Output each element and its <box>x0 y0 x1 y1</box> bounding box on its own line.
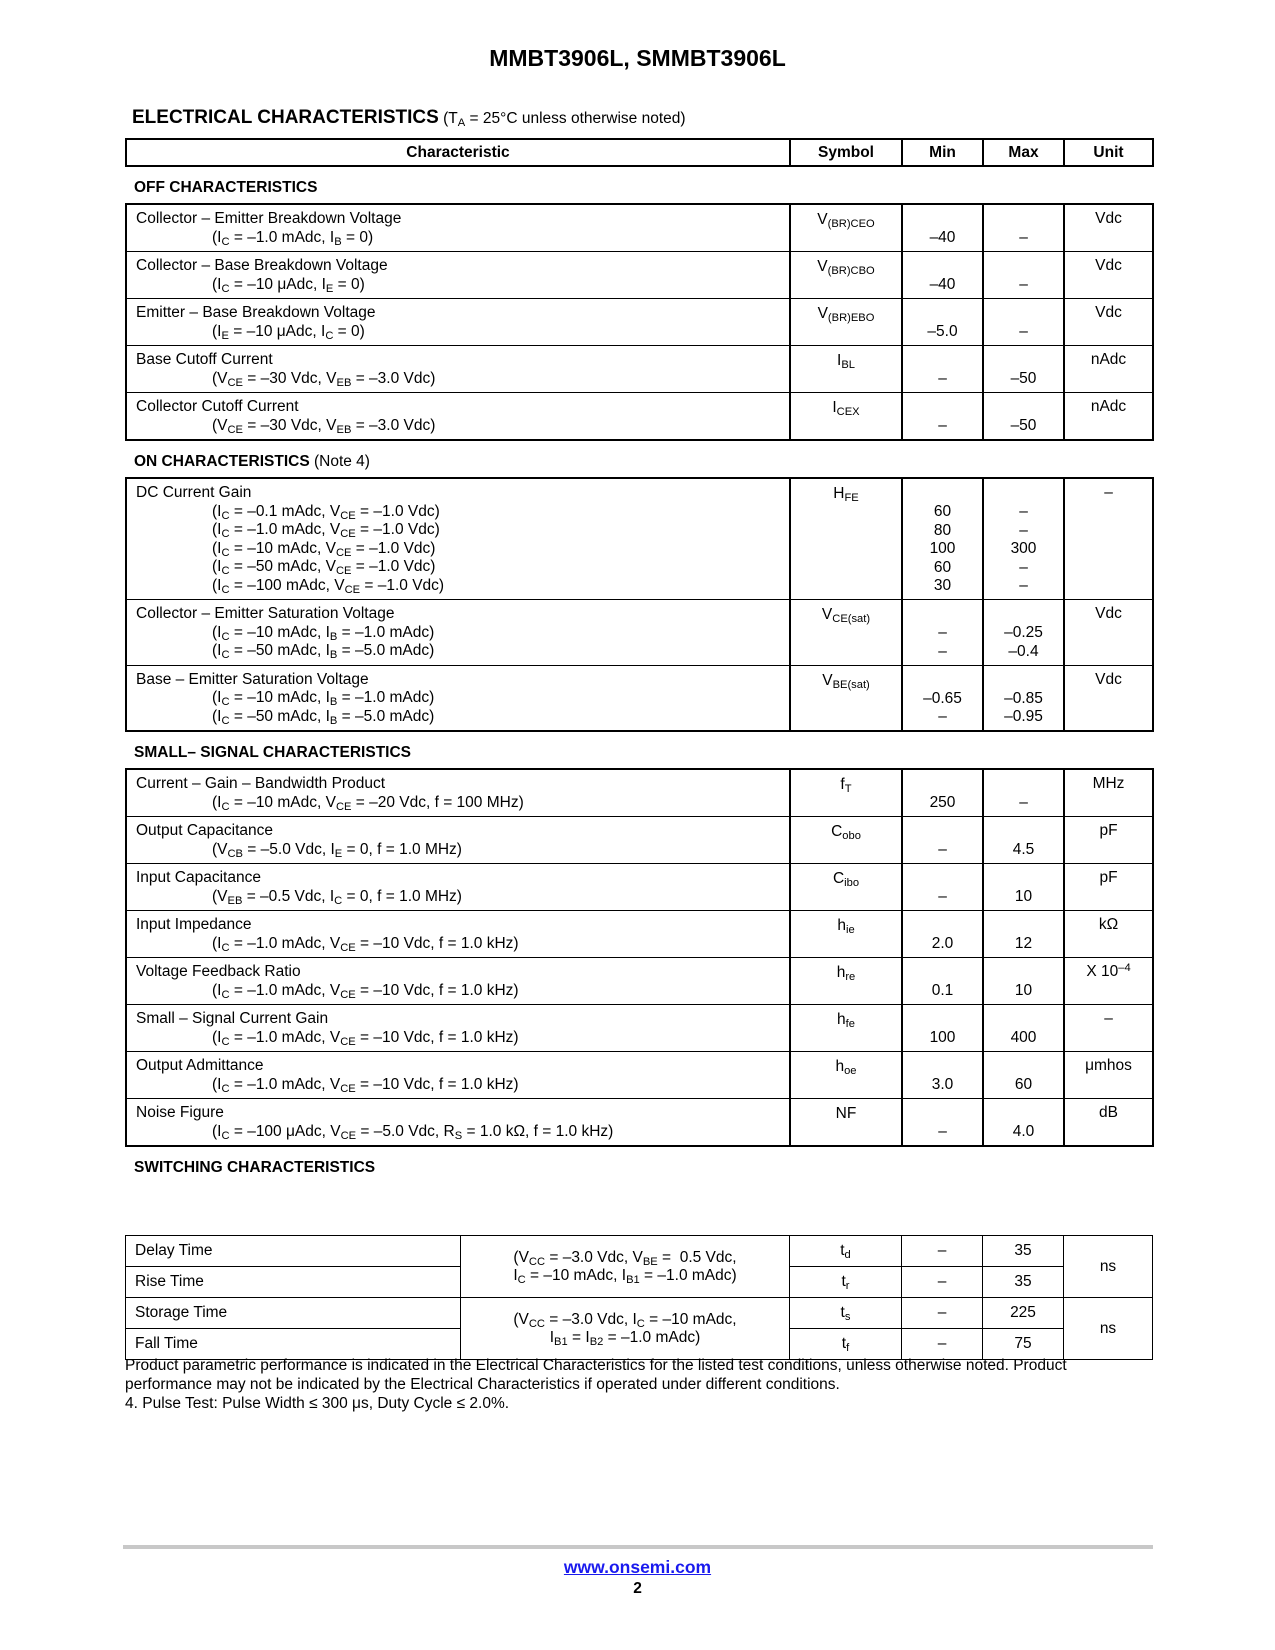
min-value: – <box>902 1236 983 1267</box>
max-value: –0.95 <box>1004 708 1043 725</box>
symbol-cell <box>790 769 902 817</box>
char-name: Small – Signal Current Gain <box>136 1010 329 1027</box>
heading-cond-sub: A <box>457 116 466 129</box>
footer-rule <box>123 1545 1153 1549</box>
char-name: Emitter – Base Breakdown Voltage <box>136 304 376 321</box>
table-row <box>126 393 1153 441</box>
min-value: 100 <box>929 540 956 557</box>
document-title: MMBT3906L, SMMBT3906L <box>489 45 786 71</box>
symbol-sub: fe <box>845 1017 855 1030</box>
table-row <box>126 665 1153 731</box>
symbol-cell <box>790 1005 902 1052</box>
min-value: 100 <box>929 1029 956 1046</box>
switching-name: Rise Time <box>126 1267 461 1298</box>
char-name: Collector – Emitter Breakdown Voltage <box>136 210 402 227</box>
unit: Vdc <box>1064 252 1153 299</box>
switching-test-condition: ($V_{CC} = -3.0$ Vdc, $V_{BE} = 0.5$ Vdc, $I_C = -10$ mAdc, $I_{B1} = -1.0$ mAdc) <box>461 1236 790 1298</box>
symbol: V <box>817 211 828 228</box>
test-condition: ($I_C = -1.0$ mAdc, $V_{CE} = -10$ Vdc, f = 1.0 kHz) <box>212 1028 519 1048</box>
test-condition: ($V_{CB} = -5.0$ Vdc, $I_E = 0$, f = 1.0 MHz) <box>212 840 462 860</box>
symbol: V <box>822 671 833 689</box>
unit-text: X 10 <box>1086 963 1119 980</box>
min-value: – <box>938 624 947 641</box>
table-row <box>126 600 1153 666</box>
test-condition: ($I_C = -0.1$ mAdc, $V_{CE} = -1.0$ Vdc) <box>212 502 440 522</box>
min-value: –5.0 <box>927 323 958 340</box>
table-row <box>126 1099 1153 1147</box>
table-row <box>126 478 1153 600</box>
table-row <box>126 204 1153 252</box>
table-row <box>126 252 1153 299</box>
test-condition: ($I_C = -10$ mAdc, $V_{CE} = -20$ Vdc, f = 100 MHz) <box>212 793 524 813</box>
max-value: 35 <box>983 1236 1064 1267</box>
max-value: – <box>1019 229 1028 246</box>
symbol: I <box>832 399 837 416</box>
section-off <box>126 166 1153 204</box>
section-on <box>126 440 1153 478</box>
max-value: 400 <box>1010 1029 1037 1046</box>
test-condition: ($I_C = -100$ μAdc, $V_{CE} = -5.0$ Vdc, $R_S = 1.0$ kΩ, f = 1.0 kHz) <box>212 1122 614 1142</box>
min-value: 2.0 <box>931 935 954 952</box>
char-name: Input Capacitance <box>136 869 261 886</box>
test-condition: ($I_C = -10$ mAdc, $I_B = -1.0$ mAdc) <box>212 623 435 643</box>
test-condition: ($V_{CE} = -30$ Vdc, $V_{EB} = -3.0$ Vdc) <box>212 416 436 436</box>
max-value: 75 <box>983 1329 1064 1360</box>
symbol: f <box>840 776 845 793</box>
table-row <box>126 958 1153 1005</box>
unit: Vdc <box>1064 299 1153 346</box>
symbol: h <box>836 964 846 981</box>
section-off-title: OFF CHARACTERISTICS <box>134 179 318 196</box>
symbol-sub: (BR)CBO <box>827 264 875 277</box>
unit: – <box>1064 478 1153 600</box>
symbol-cell <box>790 1267 902 1298</box>
max-value: – <box>1019 276 1028 293</box>
char-name: Base Cutoff Current <box>136 351 273 368</box>
test-condition: ($I_C = -10$ mAdc, $I_B = -1.0$ mAdc) <box>212 689 435 708</box>
max-value: – <box>1019 503 1028 520</box>
min-value: 3.0 <box>931 1076 954 1093</box>
table-row <box>126 864 1153 911</box>
test-condition: ($I_E = -10$ μAdc, $I_C = 0$) <box>212 322 365 342</box>
max-value: 4.0 <box>1012 1123 1035 1140</box>
table-row <box>126 346 1153 393</box>
min-value: – <box>938 888 947 905</box>
symbol: C <box>832 870 845 887</box>
section-switching-title: SWITCHING CHARACTERISTICS <box>134 1159 376 1176</box>
min-value: – <box>938 642 947 660</box>
min-value: – <box>938 370 947 387</box>
symbol: h <box>837 1011 846 1028</box>
max-value: –50 <box>1010 370 1037 387</box>
max-value: – <box>1019 323 1028 340</box>
footnote-4: 4. Pulse Test: Pulse Width ≤ 300 μs, Duty Cycle ≤ 2.0%. <box>125 1395 510 1412</box>
unit: ns <box>1064 1298 1153 1360</box>
max-value: 10 <box>1014 982 1033 999</box>
test-condition: ($I_C = -10$ mAdc, $V_{CE} = -1.0$ Vdc) <box>212 539 436 559</box>
switching-name: Delay Time <box>126 1236 461 1267</box>
symbol: t <box>840 1242 845 1259</box>
electrical-characteristics-table <box>125 138 1154 1183</box>
symbol-cell <box>790 346 902 393</box>
test-condition: ($I_C = -1.0$ mAdc, $V_{CE} = -1.0$ Vdc) <box>212 521 440 540</box>
table-row <box>126 911 1153 958</box>
symbol-sub: r <box>845 1279 850 1292</box>
char-name: Output Admittance <box>136 1057 264 1074</box>
max-value: –0.4 <box>1008 642 1039 660</box>
min-value: – <box>938 841 947 858</box>
symbol-cell <box>790 299 902 346</box>
min-value: – <box>902 1329 983 1360</box>
symbol: NF <box>835 1105 857 1122</box>
section-on-note: (Note 4) <box>309 453 370 470</box>
symbol-cell <box>790 204 902 252</box>
performance-note: Product parametric performance is indicated in the Electrical Characteristics for the listed test conditions, unless otherwise noted. Product performance may not be indicated by the Electrical Characteristics if operated under different conditions. <box>125 1357 1067 1393</box>
char-name: Collector Cutoff Current <box>136 398 299 415</box>
max-value: 300 <box>1010 540 1037 557</box>
max-value: 60 <box>1014 1076 1033 1093</box>
heading-cond-prefix: (T <box>443 110 458 127</box>
header-symbol: Symbol <box>790 139 902 166</box>
min-value: – <box>938 708 947 725</box>
test-condition: ($I_C = -1.0$ mAdc, $V_{CE} = -10$ Vdc, f = 1.0 kHz) <box>212 934 519 954</box>
max-value: –0.85 <box>1004 689 1043 707</box>
max-value: – <box>1019 521 1028 539</box>
char-name: DC Current Gain <box>136 484 252 501</box>
max-value: – <box>1019 577 1028 594</box>
max-value: 10 <box>1014 888 1033 905</box>
symbol-cell <box>790 478 902 600</box>
symbol-sub: (BR)EBO <box>827 311 875 324</box>
table-row <box>126 1005 1153 1052</box>
symbol-sub: BE(sat) <box>832 678 870 691</box>
section-switching <box>126 1146 1153 1183</box>
electrical-characteristics-heading <box>132 107 686 129</box>
test-condition: ($I_C = -1.0$ mAdc, $V_{CE} = -10$ Vdc, f = 1.0 kHz) <box>212 1075 519 1095</box>
symbol-cell <box>790 911 902 958</box>
min-value: 0.1 <box>931 982 954 999</box>
unit: Vdc <box>1064 600 1153 666</box>
min-value: – <box>938 1123 947 1140</box>
heading-bold: ELECTRICAL CHARACTERISTICS <box>132 107 439 128</box>
test-condition: ($I_C = -10$ μAdc, $I_E = 0$) <box>212 275 365 295</box>
unit: Vdc <box>1064 204 1153 252</box>
symbol-sub: CEX <box>836 405 860 418</box>
symbol-sub: ibo <box>844 876 860 889</box>
max-value: 35 <box>983 1267 1064 1298</box>
max-value: 225 <box>983 1298 1064 1329</box>
section-small-signal <box>126 731 1153 769</box>
symbol: t <box>841 1273 846 1290</box>
symbol-cell <box>790 1099 902 1147</box>
max-value: –50 <box>1010 417 1037 434</box>
symbol: C <box>831 823 843 840</box>
switching-name: Storage Time <box>126 1298 461 1329</box>
char-name: Collector – Base Breakdown Voltage <box>136 257 388 274</box>
char-name: Base – Emitter Saturation Voltage <box>136 670 369 688</box>
test-condition: ($I_C = -1.0$ mAdc, $V_{CE} = -10$ Vdc, f = 1.0 kHz) <box>212 981 519 1001</box>
switching-test-condition: ($V_{CC} = -3.0$ Vdc, $I_C = -10$ mAdc, $I_{B1} = I_{B2} = -1.0$ mAdc) <box>461 1298 790 1360</box>
unit: dB <box>1064 1099 1153 1147</box>
test-condition: ($I_C = -50$ mAdc, $V_{CE} = -1.0$ Vdc) <box>212 558 436 577</box>
section-on-title: ON CHARACTERISTICS <box>134 453 310 470</box>
symbol-cell <box>790 1052 902 1099</box>
symbol-sub: BL <box>841 358 855 371</box>
char-name: Input Impedance <box>136 916 252 933</box>
max-value: 4.5 <box>1012 841 1035 858</box>
unit: Vdc <box>1064 665 1153 731</box>
symbol-sub: ie <box>845 923 855 936</box>
symbol: V <box>821 606 833 623</box>
symbol-cell <box>790 1236 902 1267</box>
symbol-sub: FE <box>844 491 859 504</box>
website-link[interactable]: www.onsemi.com <box>563 1557 712 1577</box>
symbol: t <box>840 1304 845 1321</box>
symbol-cell <box>790 958 902 1005</box>
table-row <box>126 769 1153 817</box>
header-characteristic: Characteristic <box>126 139 790 166</box>
symbol-cell <box>790 864 902 911</box>
min-value: –40 <box>929 276 956 293</box>
table-row <box>126 1298 1153 1329</box>
test-condition: ($I_C = -100$ mAdc, $V_{CE} = -1.0$ Vdc) <box>212 576 445 596</box>
symbol-cell <box>790 1329 902 1360</box>
char-name: Voltage Feedback Ratio <box>136 963 301 980</box>
min-value: 80 <box>933 521 952 539</box>
symbol: t <box>841 1335 847 1352</box>
test-condition: ($V_{EB} = -0.5$ Vdc, $I_C = 0$, f = 1.0 MHz) <box>212 887 462 907</box>
symbol: h <box>837 917 846 934</box>
symbol-sub: obo <box>842 829 861 842</box>
unit: nAdc <box>1064 393 1153 441</box>
min-value: – <box>902 1267 983 1298</box>
char-name: Noise Figure <box>136 1104 224 1121</box>
table-row <box>126 817 1153 864</box>
unit: pF <box>1064 864 1153 911</box>
min-value: 250 <box>929 794 956 811</box>
symbol-cell <box>790 252 902 299</box>
unit: nAdc <box>1064 346 1153 393</box>
test-condition: ($I_C = -1.0$ mAdc, $I_B = 0$) <box>212 228 374 248</box>
min-value: – <box>902 1298 983 1329</box>
unit-exponent: –4 <box>1118 961 1131 974</box>
section-small-signal-title: SMALL– SIGNAL CHARACTERISTICS <box>134 744 412 761</box>
symbol-sub: oe <box>844 1064 857 1077</box>
page-number: 2 <box>633 1580 642 1597</box>
unit: MHz <box>1064 769 1153 817</box>
table-row <box>126 1236 1153 1267</box>
min-value: –40 <box>929 229 956 246</box>
unit <box>1064 958 1153 1005</box>
table-row <box>126 1052 1153 1099</box>
max-value: – <box>1019 558 1028 576</box>
symbol-sub: (BR)CEO <box>827 217 875 230</box>
symbol: V <box>817 305 828 322</box>
symbol-sub: T <box>844 782 852 795</box>
switching-name: Fall Time <box>126 1329 461 1360</box>
switching-table <box>125 1235 1153 1360</box>
symbol-sub: f <box>846 1341 850 1354</box>
min-value: 60 <box>933 558 952 576</box>
char-name: Output Capacitance <box>136 822 274 839</box>
symbol-cell <box>790 665 902 731</box>
char-name: Current – Gain – Bandwidth Product <box>136 775 385 792</box>
symbol: V <box>817 258 828 275</box>
min-value: – <box>938 417 947 434</box>
max-value: 12 <box>1014 935 1033 952</box>
max-value: –0.25 <box>1004 624 1043 641</box>
min-value: –0.65 <box>923 689 962 707</box>
test-condition: ($I_C = -50$ mAdc, $I_B = -5.0$ mAdc) <box>212 642 435 661</box>
symbol-sub: d <box>844 1248 851 1261</box>
header-unit: Unit <box>1064 139 1153 166</box>
header-max: Max <box>983 139 1064 166</box>
symbol-cell <box>790 600 902 666</box>
unit: pF <box>1064 817 1153 864</box>
min-value: 60 <box>933 503 952 520</box>
symbol-cell <box>790 817 902 864</box>
symbol-sub: s <box>844 1310 851 1323</box>
unit: kΩ <box>1064 911 1153 958</box>
symbol: I <box>837 352 842 369</box>
table-row <box>126 299 1153 346</box>
symbol: h <box>835 1058 845 1075</box>
test-condition: ($V_{CE} = -30$ Vdc, $V_{EB} = -3.0$ Vdc) <box>212 369 436 389</box>
symbol: H <box>833 485 845 502</box>
unit: ns <box>1064 1236 1153 1298</box>
min-value: 30 <box>933 577 952 594</box>
symbol-cell <box>790 393 902 441</box>
symbol-sub: re <box>845 970 856 983</box>
max-value: – <box>1019 794 1028 811</box>
unit: – <box>1064 1005 1153 1052</box>
table-header-row <box>126 139 1153 166</box>
unit: μmhos <box>1064 1052 1153 1099</box>
test-condition: ($I_C = -50$ mAdc, $I_B = -5.0$ mAdc) <box>212 707 435 727</box>
symbol-cell <box>790 1298 902 1329</box>
heading-cond-suffix: = 25°C unless otherwise noted) <box>465 110 686 127</box>
header-min: Min <box>902 139 983 166</box>
symbol-sub: CE(sat) <box>832 612 871 625</box>
char-name: Collector – Emitter Saturation Voltage <box>136 605 395 622</box>
